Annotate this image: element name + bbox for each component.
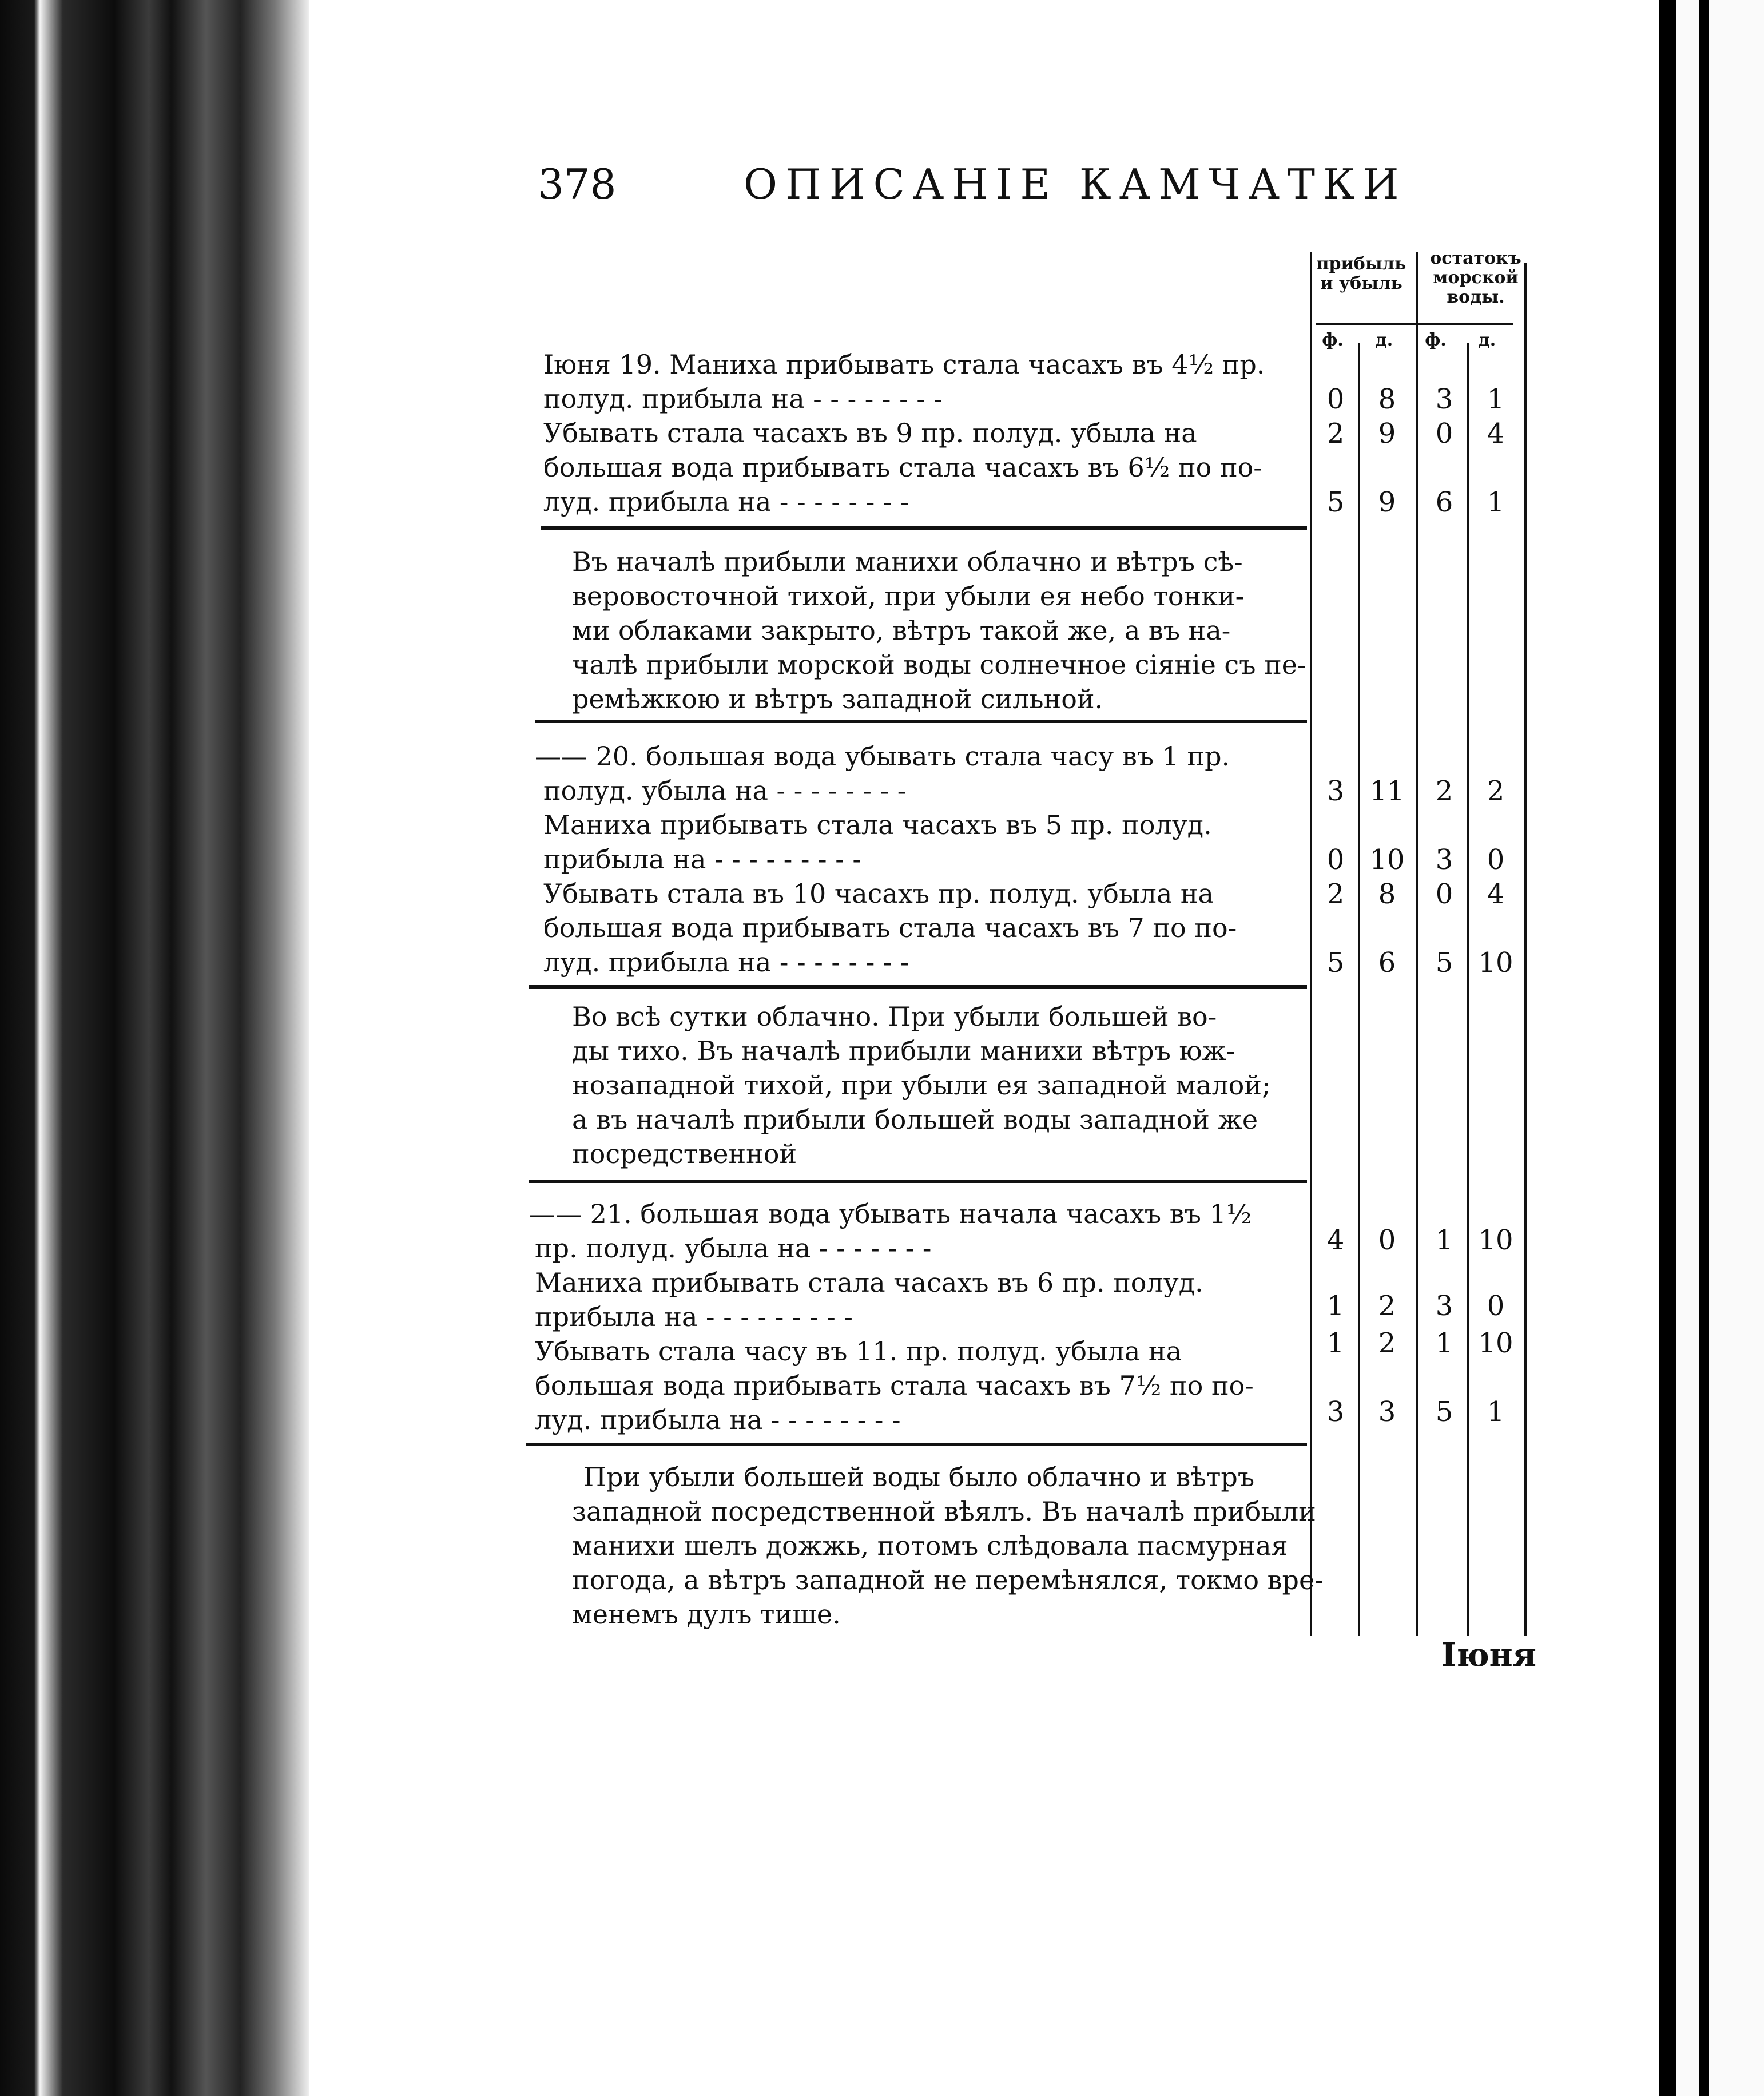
remaining-feet: 0	[1435, 878, 1453, 910]
column-header-line: воды.	[1447, 287, 1505, 307]
remaining-feet: 3	[1435, 1290, 1453, 1322]
header-rule	[1316, 323, 1513, 325]
entry-line: полуд. прибыла на - - - - - - - -	[543, 383, 943, 414]
remaining-inches: 1	[1487, 486, 1505, 518]
weather-note-line: западной посредственной вѣялъ. Въ началѣ прибыли	[572, 1496, 1316, 1527]
column-header-remaining	[1419, 249, 1533, 307]
fall-inches: 0	[1378, 1224, 1396, 1256]
unit-inches: д.	[1478, 330, 1496, 350]
column-header-rise-fall	[1313, 255, 1410, 293]
remaining-feet: 6	[1435, 486, 1453, 518]
rise-inches: 3	[1378, 1396, 1396, 1428]
rise-feet: 0	[1326, 383, 1345, 415]
remaining-inches: 0	[1487, 1290, 1505, 1322]
fall-inches: 8	[1378, 878, 1396, 910]
column-header-line: и убыль	[1320, 273, 1403, 293]
column-rule	[1310, 252, 1312, 1636]
section-rule	[529, 1180, 1307, 1183]
unit-inches: д.	[1375, 330, 1393, 350]
page-number: 378	[538, 160, 617, 208]
weather-note-line: а въ началѣ прибыли большей воды западной же	[572, 1104, 1258, 1135]
entry-line: прибыла на - - - - - - - - -	[543, 844, 861, 875]
fall-feet: 2	[1326, 878, 1345, 910]
fall-feet: 2	[1326, 418, 1345, 450]
remaining-feet: 5	[1435, 947, 1453, 979]
remaining-inches: 4	[1487, 878, 1505, 910]
remaining-inches: 1	[1487, 383, 1505, 415]
entry-line: Маниха прибывать стала часахъ въ 6 пр. полуд.	[535, 1267, 1203, 1298]
weather-note-line: чалѣ прибыли морской воды солнечное сіяніе съ пе-	[572, 649, 1306, 680]
rise-feet: 1	[1326, 1290, 1345, 1322]
entry-line: луд. прибыла на - - - - - - - -	[535, 1404, 901, 1435]
fall-inches: 2	[1378, 1327, 1396, 1359]
entry-line: Убывать стала часу въ 11. пр. полуд. убыла на	[535, 1336, 1182, 1367]
entry-line: Маниха прибывать стала часахъ въ 5 пр. полуд.	[543, 809, 1212, 840]
column-rule	[1358, 343, 1360, 1636]
unit-feet: ф.	[1322, 330, 1344, 350]
remaining-inches: 2	[1487, 775, 1505, 807]
rise-inches: 2	[1378, 1290, 1396, 1322]
running-head: ОПИСАНІЕ КАМЧАТКИ	[744, 160, 1407, 208]
remaining-feet: 1	[1435, 1327, 1453, 1359]
weather-note-line: Во всѣ сутки облачно. При убыли большей во-	[572, 1001, 1217, 1032]
fall-feet: 4	[1326, 1224, 1345, 1256]
entry-line: Убывать стала въ 10 часахъ пр. полуд. убыла на	[543, 878, 1214, 909]
remaining-feet: 1	[1435, 1224, 1453, 1256]
weather-note-line: посредственной	[572, 1138, 797, 1169]
weather-note-line: манихи шелъ дожжь, потомъ слѣдовала пасмурная	[572, 1530, 1288, 1561]
entry-line: —— 20. большая вода убывать стала часу въ 1 пр.	[535, 741, 1230, 772]
column-header-line: остатокъ	[1430, 248, 1521, 268]
entry-line: большая вода прибывать стала часахъ въ 7½ по по-	[535, 1370, 1254, 1401]
remaining-inches: 1	[1487, 1396, 1505, 1428]
entry-line: —— 21. большая вода убывать начала часахъ въ 1½	[529, 1198, 1252, 1229]
page-gutter	[1659, 0, 1676, 2096]
rise-inches: 9	[1378, 486, 1396, 518]
rise-inches: 8	[1378, 383, 1396, 415]
remaining-inches: 4	[1487, 418, 1505, 450]
column-rule	[1416, 252, 1418, 1636]
entry-line: полуд. убыла на - - - - - - - -	[543, 775, 907, 806]
weather-note-line: менемъ дулъ тише.	[572, 1599, 841, 1630]
rise-inches: 10	[1369, 844, 1405, 876]
remaining-inches: 10	[1478, 1224, 1513, 1256]
weather-note-line: Въ началѣ прибыли манихи облачно и вѣтръ сѣ-	[572, 546, 1243, 577]
weather-note-line: ды тихо. Въ началѣ прибыли манихи вѣтръ юж-	[572, 1035, 1235, 1066]
entry-line: большая вода прибывать стала часахъ въ 7 по по-	[543, 912, 1237, 943]
remaining-feet: 5	[1435, 1396, 1453, 1428]
remaining-inches: 10	[1478, 1327, 1513, 1359]
section-rule	[535, 720, 1307, 723]
fall-feet: 3	[1326, 775, 1345, 807]
entry-line: прибыла на - - - - - - - - -	[535, 1301, 853, 1332]
column-header-line: морской	[1433, 268, 1519, 288]
column-rule	[1467, 343, 1469, 1636]
rise-feet: 0	[1326, 844, 1345, 876]
remaining-feet: 0	[1435, 418, 1453, 450]
section-rule	[541, 526, 1307, 530]
section-rule	[526, 1443, 1307, 1446]
weather-note-line: нозападной тихой, при убыли ея западной малой;	[572, 1070, 1271, 1101]
weather-note-line: ми облаками закрыто, вѣтръ такой же, а въ на-	[572, 615, 1231, 646]
fall-inches: 11	[1369, 775, 1405, 807]
entry-line: луд. прибыла на - - - - - - - -	[543, 486, 909, 517]
unit-feet: ф.	[1425, 330, 1447, 350]
remaining-feet: 2	[1435, 775, 1453, 807]
weather-note-line: погода, а вѣтръ западной не перемѣнялся, токмо вре-	[572, 1565, 1324, 1595]
adjacent-page-edge	[1676, 0, 1764, 2096]
rise-feet: 3	[1326, 1396, 1345, 1428]
section-rule	[529, 985, 1307, 989]
rise-feet: 5	[1326, 947, 1345, 979]
rise-feet: 5	[1326, 486, 1345, 518]
entry-line: большая вода прибывать стала часахъ въ 6½ по по-	[543, 452, 1262, 483]
fall-inches: 9	[1378, 418, 1396, 450]
book-spine	[0, 0, 309, 2096]
entry-line: Іюня 19. Маниха прибывать стала часахъ въ 4½ пр.	[543, 349, 1265, 380]
entry-line: луд. прибыла на - - - - - - - -	[543, 947, 909, 978]
column-header-line: прибыль	[1316, 254, 1407, 274]
entry-line: Убывать стала часахъ въ 9 пр. полуд. убыла на	[543, 418, 1197, 448]
fall-feet: 1	[1326, 1327, 1345, 1359]
remaining-inches: 0	[1487, 844, 1505, 876]
entry-line: пр. полуд. убыла на - - - - - - -	[535, 1233, 932, 1264]
remaining-feet: 3	[1435, 383, 1453, 415]
column-rule	[1524, 263, 1527, 1636]
weather-note-line: веровосточной тихой, при убыли ея небо тонки-	[572, 581, 1245, 612]
weather-note-line: ремѣжкою и вѣтръ западной сильной.	[572, 684, 1103, 714]
remaining-feet: 3	[1435, 844, 1453, 876]
catchword: Іюня	[1441, 1636, 1536, 1674]
remaining-inches: 10	[1478, 947, 1513, 979]
weather-note-line: При убыли большей воды было облачно и вѣтръ	[583, 1462, 1255, 1492]
rise-inches: 6	[1378, 947, 1396, 979]
